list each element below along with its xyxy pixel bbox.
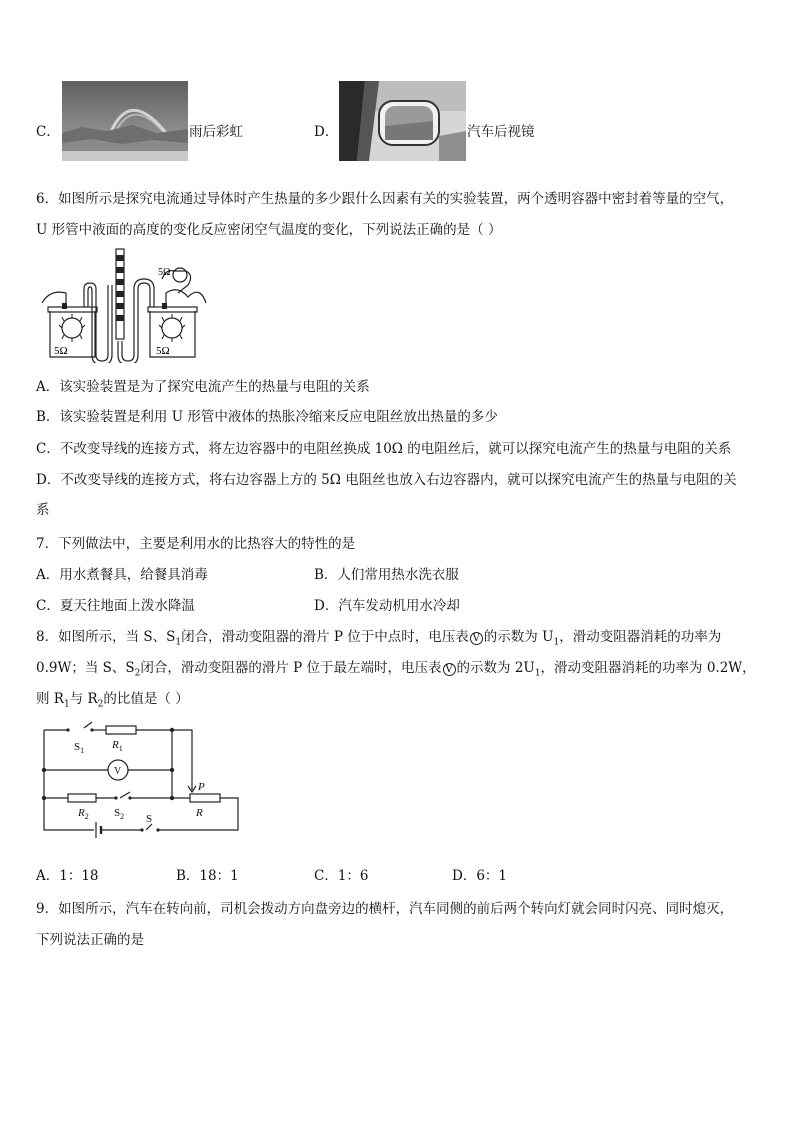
- q6-joule-heating-apparatus: [38, 245, 208, 363]
- q8-line3-part-b: 与 R: [69, 691, 98, 707]
- q8-circuit-diagram: [38, 718, 242, 838]
- q6-option-b: B．该实验装置是利用 U 形管中液体的热胀冷缩来反应电阻丝放出热量的多少: [36, 409, 498, 425]
- rainbow-photo: [62, 81, 188, 161]
- q6-stem-line1: 6．如图所示是探究电流通过导体时产生热量的多少跟什么因素有关的实验装置，两个透明容器中密封着等量的空气，: [36, 191, 734, 207]
- q7-option-a: A．用水煮餐具，给餐具消毒: [36, 567, 208, 583]
- q8-line2-part-c: 的示数为 2U: [456, 660, 535, 676]
- q7-stem: 7．下列做法中，主要是利用水的比热容大的特性的是: [36, 536, 356, 552]
- q5-option-c-letter: C．: [36, 124, 60, 140]
- q8-stem-line1: [36, 625, 721, 648]
- label-r2: $R_2$: [78, 807, 89, 821]
- q5-option-d-letter: D．: [314, 124, 339, 140]
- q8-line3-part-c: 的比值是（ ）: [103, 691, 189, 707]
- q7-option-c: C．夏天往地面上泼水降温: [36, 598, 195, 614]
- label-slider-p: P: [198, 781, 205, 793]
- q8-subscript: 1: [63, 699, 70, 710]
- label-r: R: [196, 807, 203, 819]
- q6-top-resistor-label: 5Ω: [158, 267, 171, 278]
- q8-subscript: 1: [534, 668, 541, 679]
- q8-option-d: D．6：1: [452, 868, 508, 884]
- rearview-mirror-photo: [339, 81, 466, 161]
- q5-option-d-caption: 汽车后视镜: [467, 124, 535, 140]
- q8-option-a: A．1：18: [36, 868, 99, 884]
- label-s: S: [146, 813, 153, 825]
- label-s1: $S_1$: [74, 741, 85, 755]
- q8-line1-part-b: 闭合，滑动变阻器的滑片 P 位于中点时，电压表: [181, 629, 469, 645]
- q6-stem-line2: U 形管中液面的高度的变化反应密闭空气温度的变化，下列说法正确的是（ ）: [36, 222, 502, 238]
- label-voltmeter: V: [114, 766, 122, 777]
- q8-line1-part-c: 的示数为 U: [483, 629, 554, 645]
- q8-line2-part-d: ，滑动变阻器消耗的功率为 0.2W，: [540, 660, 756, 676]
- q8-subscript: 2: [97, 699, 104, 710]
- q8-line2-part-b: 闭合，滑动变阻器的滑片 P 位于最左端时，电压表: [140, 660, 442, 676]
- q8-option-c: C．1：6: [314, 868, 369, 884]
- q6-left-resistor-label: 5Ω: [54, 345, 68, 357]
- q8-line3-part-a: 则 R: [36, 691, 64, 707]
- label-r1: $R_1$: [112, 739, 123, 753]
- q6-option-a: A．该实验装置是为了探究电流产生的热量与电阻的关系: [36, 379, 370, 395]
- q8-option-b: B．18：1: [176, 868, 239, 884]
- q8-subscript: 2: [134, 668, 141, 679]
- q7-option-b: B．人们常用热水洗衣服: [314, 567, 459, 583]
- q6-option-d-line1: D．不改变导线的连接方式，将右边容器上方的 5Ω 电阻丝也放入右边容器内，就可以探究电流产生的热量与电阻的关: [36, 472, 737, 488]
- q8-line2-part-a: 0.9W；当 S、S: [36, 660, 135, 676]
- q7-option-d: D．汽车发动机用水冷却: [314, 598, 460, 614]
- q6-option-c: C．不改变导线的连接方式，将左边容器中的电阻丝换成 10Ω 的电阻丝后，就可以探究电流产生的热量与电阻的关系: [36, 441, 732, 457]
- q5-option-c-caption: 雨后彩虹: [189, 124, 243, 140]
- q8-line1-part-a: 8．如图所示，当 S、S: [36, 629, 176, 645]
- q6-right-resistor-label: 5Ω: [156, 345, 170, 357]
- voltmeter-symbol: V: [443, 663, 456, 676]
- q8-subscript: 1: [175, 637, 182, 648]
- q9-stem-line2: 下列说法正确的是: [36, 932, 144, 948]
- label-s2: $S_2$: [114, 807, 125, 821]
- q8-stem-line2: [36, 656, 756, 679]
- voltmeter-symbol: V: [470, 632, 483, 645]
- q8-subscript: 1: [553, 637, 560, 648]
- q8-line1-part-d: ，滑动变阻器消耗的功率为: [559, 629, 722, 645]
- q6-option-d-line2: 系: [36, 502, 50, 518]
- q8-stem-line3: [36, 687, 189, 710]
- q9-stem-line1: 9．如图所示，汽车在转向前，司机会拨动方向盘旁边的横杆，汽车同侧的前后两个转向灯就会同时闪亮、同时熄灭，: [36, 901, 734, 917]
